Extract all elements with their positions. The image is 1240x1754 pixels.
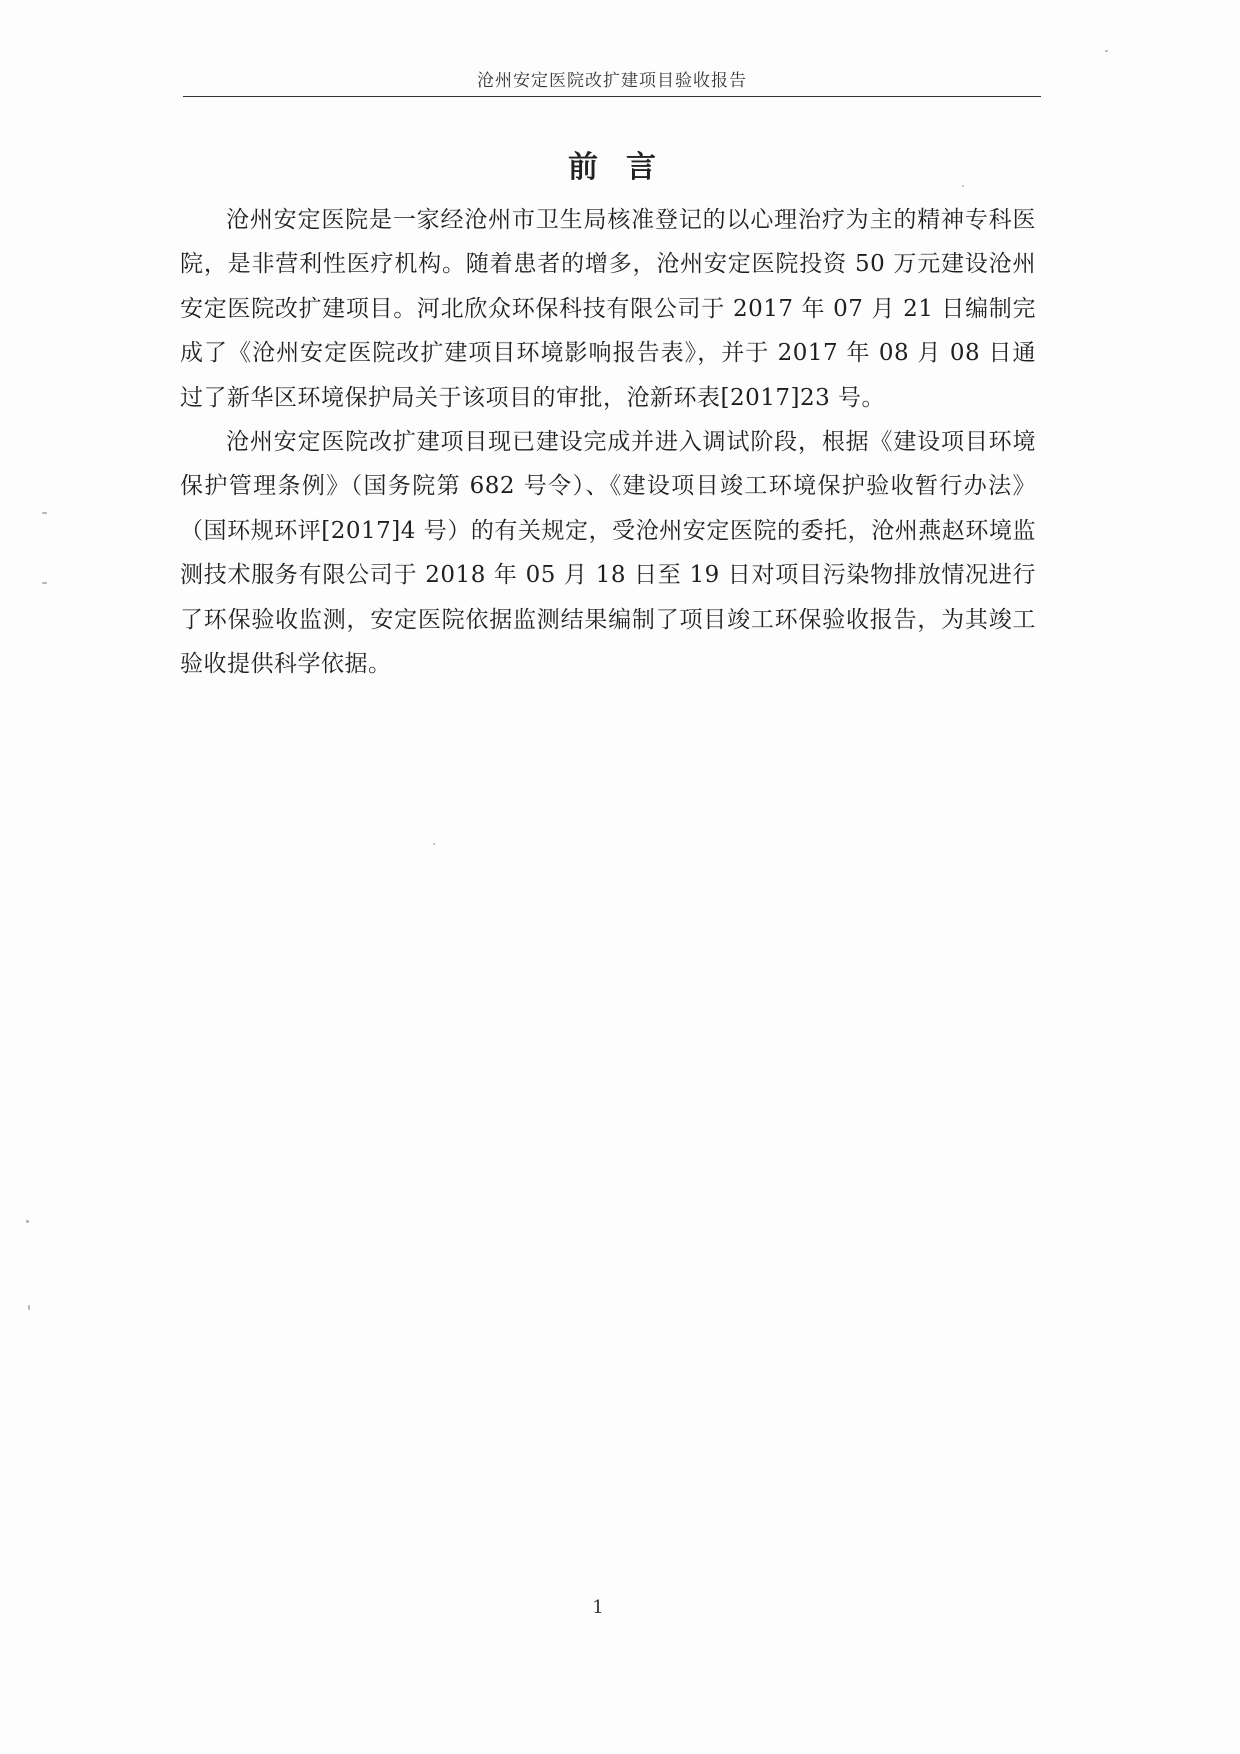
scan-speck: [1105, 50, 1108, 52]
scan-speck: [962, 185, 964, 187]
scan-speck: [26, 1220, 29, 1223]
page-number: 1: [592, 1597, 604, 1618]
paragraph-1: 沧州安定医院是一家经沧州市卫生局核准登记的以心理治疗为主的精神专科医院，是非营利性医疗机构。随着患者的增多，沧州安定医院投资 50 万元建设沧州安定医院改扩建项目。河北欣众环保科技有限公司于 2017 年 07 月 21 日编制完成了《沧州安定医院改扩建项目环境影响报告表》，并于 2017 年 08 月 08 日通过了新华区环境保护局关于该项目的审批，沧新环表[2017]23 号。: [180, 207, 1036, 411]
scan-speck: [42, 512, 47, 514]
page-title: 前言: [568, 150, 684, 185]
body-text: [180, 198, 1036, 686]
scan-speck: [433, 843, 435, 845]
scan-speck: [42, 582, 47, 584]
running-header: 沧州安定医院改扩建项目验收报告: [477, 71, 747, 91]
scan-speck: [28, 1305, 30, 1310]
paragraph-2: 沧州安定医院改扩建项目现已建设完成并进入调试阶段，根据《建设项目环境保护管理条例》（国务院第 682 号令）、《建设项目竣工环境保护验收暂行办法》（国环规环评[2017]4 号）的有关规定，受沧州安定医院的委托，沧州燕赵环境监测技术服务有限公司于 2018 年 05 月 18 日至 19 日对项目污染物排放情况进行了环保验收监测，安定医院依据监测结果编制了项目竣工环保验收报告，为其竣工验收提供科学依据。: [180, 429, 1036, 678]
header-rule: [183, 96, 1041, 97]
